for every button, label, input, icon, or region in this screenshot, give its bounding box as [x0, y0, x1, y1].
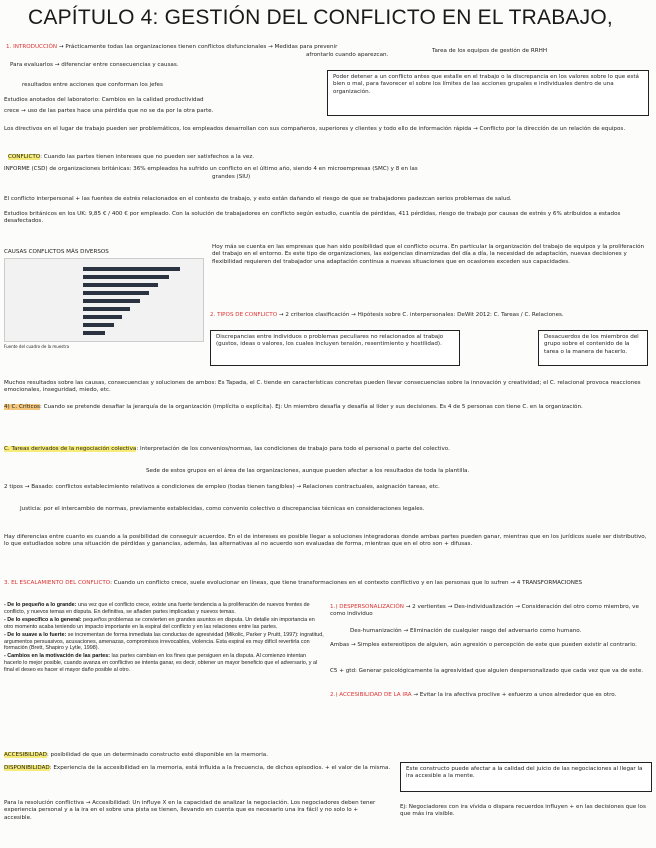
transformation-item-title: - De lo específico a lo general: — [4, 616, 82, 623]
conflict-def-label: CONFLICTO — [8, 154, 41, 160]
transformation-item-title: - De lo suave a lo fuerte: — [4, 631, 67, 638]
s1-line1b: afrontarlo cuando aparezcan. — [306, 52, 389, 58]
transformation-item-text: una vez que el conflicto crece, existe una fuerte tendencia a la proliferación de nuevos frentes de conflicto, y nuevos temas en disputa. En definitiva, se añaden partes implicadas y nuevos temas. — [4, 602, 310, 615]
bar — [83, 307, 130, 311]
s2-box-right — [538, 330, 648, 366]
s3-right-1 — [330, 604, 652, 619]
s1-quote: Poder detener a un conflicto antes que estalle en el trabajo o la discrepancia en los valores sobre lo que está bien o mal, para favorecer el sobre los límites de las acciones grupales e individuales dentro de una organización. — [333, 74, 639, 95]
bottom-box-text: Este constructo puede afectar a la calidad del juicio de las negociaciones al llegar la ira accesible a la mente. — [406, 766, 643, 780]
bar — [83, 283, 158, 287]
para-c-text: : Interpretación de los convenios/normas, las condiciones de trabajo para todo el personal o parte del colectivo. — [136, 446, 450, 452]
s2-line1: → 2 criterios clasificación → Hipótesis sobre C. interpersonales: DeWit 2012: C. Tareas / C. Relaciones. — [278, 312, 564, 318]
transformation-item-title: - De lo pequeño a lo grande: — [4, 602, 77, 608]
transformation-item — [4, 653, 324, 674]
para-c — [4, 446, 652, 453]
conflict-definition — [8, 154, 608, 161]
bottom-box — [400, 762, 652, 792]
para-c2: Sede de estos grupos en el área de las organizaciones, aunque pueden afectar a los resultados de toda la plantilla. — [146, 468, 470, 474]
bottom-label-1: ACCESIBILIDAD — [4, 752, 47, 758]
transformation-item-text: se incrementan de forma inmediata las conductas de agresividad (Mikolic, Parker y Pruitt, 1997): ingratitud, argumentos persuasivos, acusaciones, amenazas, compromisos irrevocables, violencia. Esta espiral es muy difícil revertirla con formación (Brett, Shapiro y Lytle, 1998). — [4, 631, 324, 652]
s2-heading: 2. TIPOS DE CONFLICTO — [210, 312, 278, 318]
transformation-item — [4, 617, 324, 631]
bar-chart — [4, 258, 204, 342]
s3-intro-block — [4, 580, 652, 587]
s1-line2: Para evaluarlos → diferenciar entre consecuencias y causas. — [10, 62, 179, 68]
para-e: Justicia: por el intercambio de normas, previamente establecidas, como convenio colectivo o discrepancias técnicas en consideraciones legales. — [20, 506, 425, 512]
bottom-right: Ej: Negociadores con ira vívida o dispara recuerdos influyen + en las decisiones que los que más ira visible. — [400, 804, 646, 818]
s2-intro — [210, 312, 650, 319]
s3-right-5-text: → Evitar la ira afectiva proclive + esfuerzo a unos alrededor que es otro. — [413, 692, 617, 698]
transformation-item — [4, 602, 324, 616]
s3-right-2: Des-humanización → Eliminación de cualquier rasgo del adversario como humano. — [350, 628, 582, 634]
informe-line1: INFORME (CSD) de organizaciones británicas: 36% empleados ha sufrido un conflicto en el último año, siendo 4 en microempresas (SMC) y 8 en las — [4, 166, 418, 172]
s1-line6: Los directivos en el lugar de trabajo pueden ser problemáticos, los empleados desarrollan con sus compañeros, superiores y clientes y todo ello de información rápida → Conflicto por la dirección de un relación de equipos. — [4, 126, 626, 132]
s2-box-left-text: Discrepancias entre individuos o problemas peculiares no relacionados al trabajo (gustos, ideas o valores, los cuales incluyen tensión, resentimiento y hostilidad). — [216, 334, 444, 348]
bottom-2-text: : Experiencia de la accesibilidad en la memoria, está influida a la frecuencia, de dichos episodios. + el valor de la misma. — [49, 765, 391, 771]
para-d: 2 tipos → Basado: conflictos establecimiento relativos a condiciones de empleo (todas tienen tangibles) → Relaciones contractuales, asignación tareas, etc. — [4, 484, 440, 490]
para-c-label: C. Tareas derivados de la negociación colectiva — [4, 446, 137, 452]
bar — [83, 299, 140, 303]
s1-intro — [6, 44, 406, 51]
s1-heading: 1. INTRODUCCIÓN — [6, 44, 58, 50]
transformation-item-title: - Cambios en la motivación de las partes: — [4, 653, 111, 660]
page-title: CAPÍTULO 4: GESTIÓN DEL CONFLICTO EN EL TRABAJO, — [28, 6, 613, 29]
para-f: Hay diferencias entre cuanto es cuando a la posibilidad de conseguir acuerdos. En el de intereses es posible llegar a soluciones integradoras donde ambas partes pueden ganar, mientras que en los jurídicos suele ser distributivo, lo que estudiados sobre una situación de pérdidas y ganancias, además, las alternativas al no acuerdo son evaluadas de forma, mientras que en el otro son + difusas. — [4, 534, 647, 548]
para-a: Muchos resultados sobre las causas, consecuencias y soluciones de ambos: Es Tapada, el C. tiende en características concretas pueden llevar consecuencias sobre la innovación y creatividad; el C. relacional provoca reacciones emocionales, inseguridad, miedo, etc. — [4, 380, 641, 394]
s3-right-4: C5 + gtd: Generar psicológicamente la agresividad que alguien despersonalizado que cada vez que va de este. — [330, 668, 644, 674]
bottom-1 — [4, 752, 454, 759]
s3-right-3: Ambas → Simples estereotipos de alguien, aún agresión o percepción de este que pueden existir al contrario. — [330, 642, 637, 648]
conflict-def: : Cuando las partes tienen intereses que no pueden ser satisfechos a la vez. — [40, 154, 255, 160]
s2-box-right-text: Desacuerdos de los miembros del grupo sobre el contenido de la tarea o la manera de hacerlo. — [544, 334, 639, 355]
s1-line1: → Prácticamente todas las organizaciones tienen conflictos disfuncionales → Medidas para prevenir — [58, 44, 338, 50]
s3-right-1-text: → 2 vertientes → Des-individualización → Consideración del otro como miembro, ve como individuo — [330, 604, 639, 618]
transformation-item-text: pequeños problemas se convierten en grandes asuntos en disputa. Un detalle sin importancia en otro momento acaba teniendo un impacto importante en la espiral del conflicto y en las relaciones entre las partes. — [4, 616, 315, 630]
chart-source: Fuente del cuadro de la muestra — [4, 344, 70, 349]
transformation-item — [4, 632, 324, 653]
bottom-label-2: DISPONIBILIDAD — [4, 765, 50, 771]
s3-heading: 3. EL ESCALAMIENTO DEL CONFLICTO — [4, 580, 111, 586]
s1-line3: resultados entre acciones que conforman los jefes — [22, 82, 163, 88]
s1-line4: Estudios anotados del laboratorio: Cambios en la calidad productividad — [4, 97, 204, 103]
informe-line1b: grandes (SIU) — [212, 174, 251, 180]
s1-quote-box — [327, 70, 649, 116]
bar — [83, 291, 149, 295]
bar — [83, 331, 105, 335]
para-b — [4, 404, 652, 411]
informe-line3: Estudios británicos en los UK: 9,85 € / 400 € por empleado. Con la solución de trabajadores en conflicto según estudio, cuantía de pérdidas, 411 pérdidas, riesgo de trabajo por causas de estrés y 6% atribuidos a estados desafectados. — [4, 211, 621, 225]
bottom-1-text: : posibilidad de que un determinado constructo esté disponible en la memoria. — [46, 752, 269, 758]
bottom-3: Para la resolución conflictiva → Accesibilidad: Un influye X en la capacidad de analizar la negociación. Los negociadores deben tener experiencia personal y a la ira en el sobre una pista se tienen, llevando en cuenta que es necesario una ira fácil y no solo lo + accesible. — [4, 800, 376, 821]
bottom-2 — [4, 765, 394, 772]
s2-box-left — [210, 330, 460, 366]
s3-right-5 — [330, 692, 652, 699]
informe-line2: El conflicto interpersonal + las fuentes de estrés relacionados en el contexto de trabajo, y esto están dañando el riesgo de que se trabajadores padezcan serios problemas de salud. — [4, 196, 512, 202]
s3-intro: : Cuando un conflicto crece, suele evolucionar en líneas, que tiene transformaciones en el contexto conflictivo y en las personas que lo sufren → 4 TRANSFORMACIONES — [110, 580, 583, 586]
para-b-text: : Cuando se pretende desafiar la jerarquía de la organización (implícita o explícita). Ej: Un miembro desafía y desafía al líder y sus decisiones. Es 4 de 5 personas con tiene C. en la organización. — [39, 404, 583, 410]
bar — [83, 275, 169, 279]
bar — [83, 323, 114, 327]
paragraph-right: Hoy más se cuenta en las empresas que han sido posibilidad que el conflicto ocurra. En particular la organización del trabajo de equipos y la proliferación del trabajo en el entorno. Es este tipo de organizaciones, las exigencias dinamizadas del día a día, la necesidad de adaptación, nuevas decisiones y flexibilidad requieren del trabajador una adaptación continua a nuevas situaciones que en ocasiones exceden sus capacidades. — [212, 244, 645, 265]
para-b-label: 4) C. Críticos — [4, 404, 40, 410]
s1-line5: crece → uso de las partes hace una pérdida que no se da por la otra parte. — [4, 108, 214, 114]
s3-right-heading: 1.) DESPERSONALIZACIÓN — [330, 604, 404, 610]
s3-right-5-label: 2.) ACCESIBILIDAD DE LA IRA — [330, 692, 412, 698]
chart-caption: CAUSAS CONFLICTOS MÁS DIVERSOS — [4, 249, 109, 255]
bar — [83, 267, 180, 271]
s1-box-right: Tarea de los equipos de gestión de RRHH — [432, 48, 548, 54]
transformation-item-text: las partes cambian en los fines que persiguen en la disputa. Al comienzo intentan hacerlo lo mejor posible, cuando avanza en conflictivo se intenta ganar, es decir, obtener un mayor beneficio que el adversario, y al final el deseo es hacer el mayor daño posible al otro. — [4, 653, 318, 674]
s3-transformations-list — [4, 602, 324, 675]
bar — [83, 315, 122, 319]
